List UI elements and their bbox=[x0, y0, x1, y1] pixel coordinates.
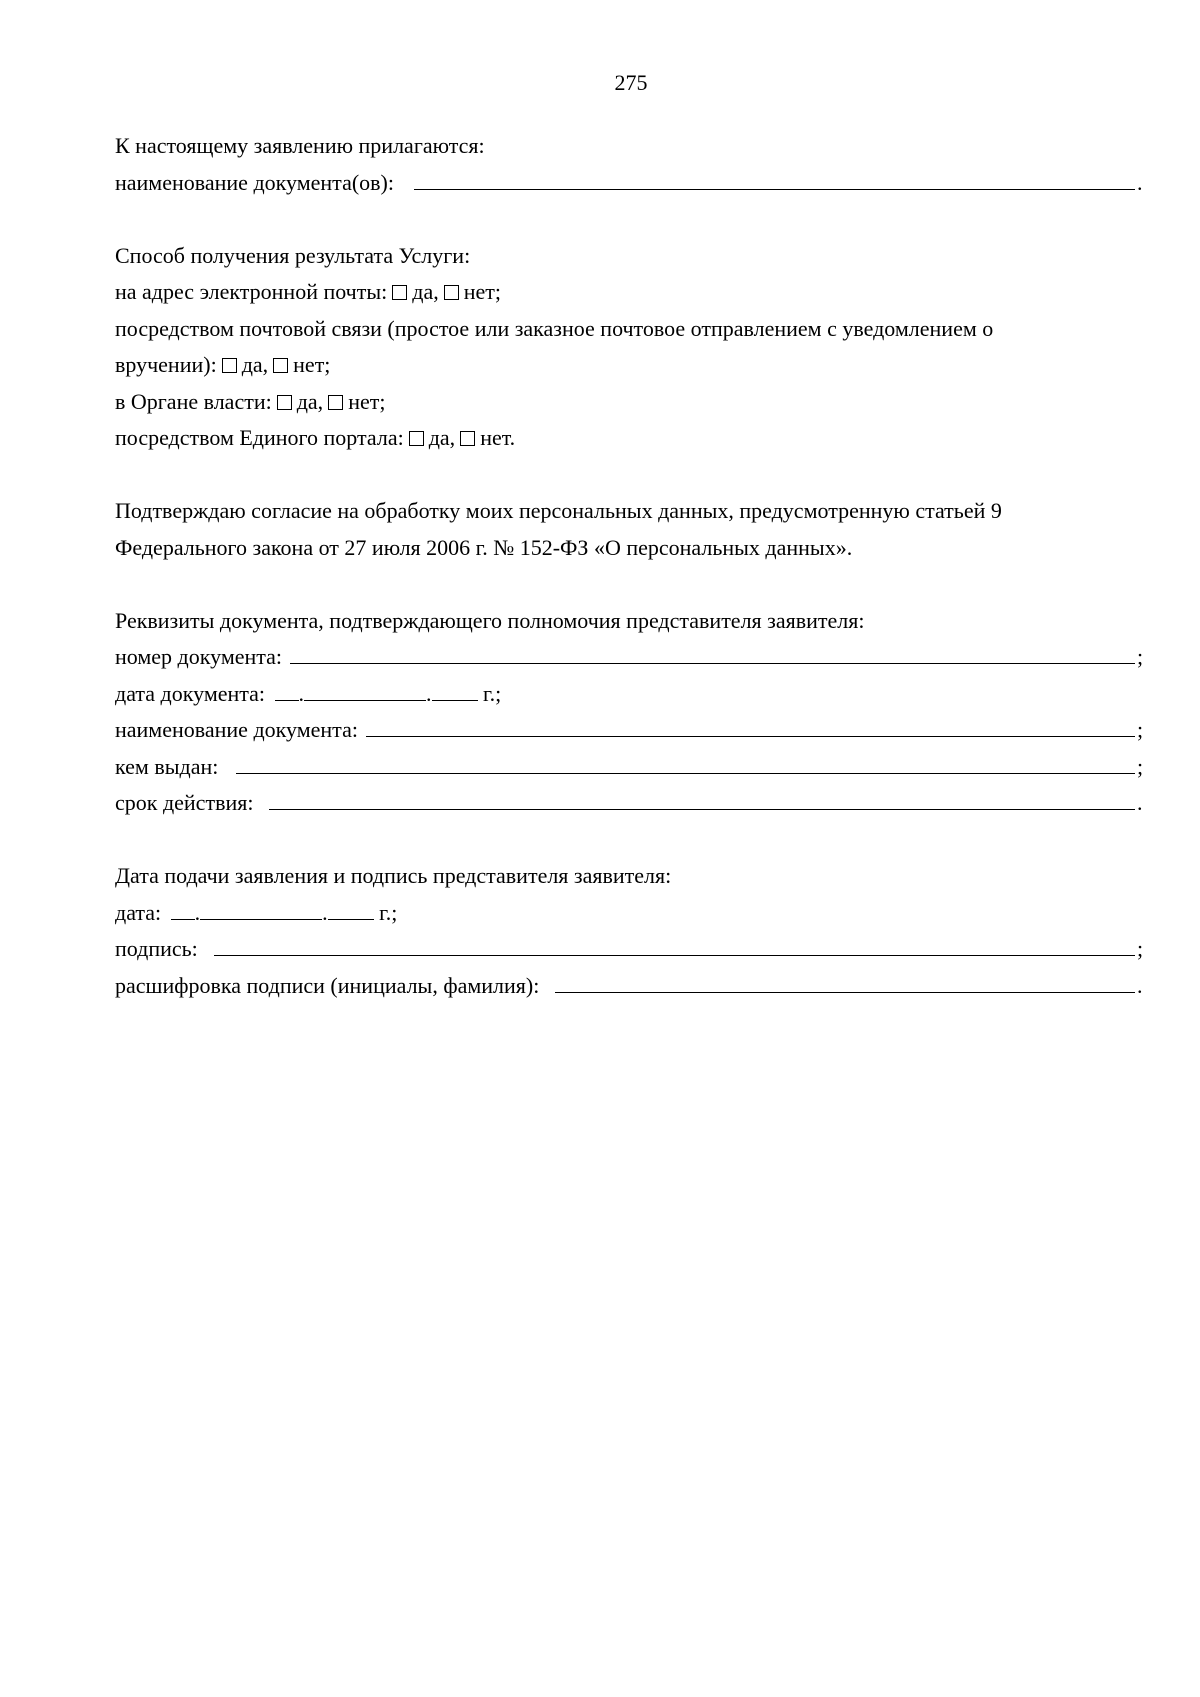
result-method-heading: Способ получения результата Услуги: bbox=[115, 242, 471, 268]
result-method-email-row bbox=[115, 274, 1145, 311]
signature-date-year-blank[interactable] bbox=[328, 895, 374, 920]
attachments-doc-names-row bbox=[115, 165, 1145, 202]
yes-label: да, bbox=[412, 279, 439, 304]
date-separator: . bbox=[322, 899, 328, 925]
doc-name-label: наименование документа: bbox=[115, 717, 358, 742]
no-label: нет; bbox=[463, 279, 501, 304]
result-method-post-row-line1: посредством почтовой связи (простое или заказное почтовое отправлением с уведомлением о bbox=[115, 315, 994, 341]
email-no-checkbox[interactable] bbox=[444, 285, 459, 300]
row-terminator: ; bbox=[1137, 644, 1144, 669]
email-yes-checkbox[interactable] bbox=[392, 285, 407, 300]
signature-heading: Дата подачи заявления и подпись представителя заявителя: bbox=[115, 863, 672, 888]
signature-blank[interactable] bbox=[214, 931, 1135, 956]
result-method-post-row-line2 bbox=[115, 347, 1145, 384]
consent-line-2: Федерального закона от 27 июля 2006 г. № 152-ФЗ «О персональных данных». bbox=[115, 534, 853, 560]
result-method-authority-row bbox=[115, 384, 1145, 421]
doc-validity-row bbox=[115, 785, 1145, 822]
date-separator: . bbox=[298, 680, 305, 706]
date-separator: . bbox=[426, 680, 432, 706]
row-terminator: . bbox=[1137, 972, 1143, 998]
signature-date-label: дата: bbox=[115, 899, 162, 925]
no-label: нет; bbox=[348, 388, 386, 414]
date-year-suffix: г.; bbox=[483, 680, 502, 706]
attachments-doc-names-blank[interactable] bbox=[414, 165, 1135, 190]
doc-issued-by-row bbox=[115, 749, 1145, 786]
signature-decoding-blank[interactable] bbox=[555, 968, 1135, 993]
doc-date-label: дата документа: bbox=[115, 680, 266, 706]
attachments-heading: К настоящему заявлению прилагаются: bbox=[115, 133, 485, 158]
signature-decoding-label: расшифровка подписи (инициалы, фамилия): bbox=[115, 972, 540, 998]
portal-no-checkbox[interactable] bbox=[460, 431, 475, 446]
doc-number-row bbox=[115, 639, 1145, 676]
authority-label: в Органе власти: bbox=[115, 388, 272, 414]
page-number: 275 bbox=[614, 70, 648, 95]
no-final-label: нет. bbox=[480, 425, 516, 450]
row-terminator: ; bbox=[1137, 936, 1144, 961]
doc-validity-blank[interactable] bbox=[269, 785, 1135, 810]
row-terminator: ; bbox=[1137, 717, 1144, 742]
doc-issued-by-blank[interactable] bbox=[236, 749, 1135, 774]
doc-name-row bbox=[115, 712, 1145, 749]
signature-date-row bbox=[115, 895, 1145, 932]
portal-label: посредством Единого портала: bbox=[115, 425, 404, 450]
post-no-checkbox[interactable] bbox=[273, 358, 288, 373]
doc-date-year-blank[interactable] bbox=[432, 676, 478, 701]
portal-yes-checkbox[interactable] bbox=[409, 431, 424, 446]
authority-yes-checkbox[interactable] bbox=[277, 395, 292, 410]
attachments-doc-names-label: наименование документа(ов): bbox=[115, 169, 394, 195]
doc-date-day-blank[interactable] bbox=[275, 676, 299, 701]
doc-number-blank[interactable] bbox=[290, 639, 1135, 664]
signature-label: подпись: bbox=[115, 936, 198, 961]
representative-doc-heading: Реквизиты документа, подтверждающего полномочия представителя заявителя: bbox=[115, 607, 865, 633]
yes-label: да, bbox=[428, 425, 456, 450]
post-yes-checkbox[interactable] bbox=[222, 358, 237, 373]
yes-label: да, bbox=[241, 352, 269, 377]
signature-date-month-blank[interactable] bbox=[200, 895, 322, 920]
email-label: на адрес электронной почты: bbox=[115, 279, 388, 304]
row-terminator: . bbox=[1137, 169, 1143, 195]
doc-name-blank[interactable] bbox=[366, 712, 1135, 737]
authority-no-checkbox[interactable] bbox=[328, 395, 343, 410]
result-method-portal-row bbox=[115, 420, 1145, 457]
consent-line-1: Подтверждаю согласие на обработку моих персональных данных, предусмотренную статьей 9 bbox=[115, 498, 1002, 523]
doc-validity-label: срок действия: bbox=[115, 790, 254, 815]
no-label: нет; bbox=[293, 352, 331, 377]
post-label: вручении): bbox=[115, 352, 217, 377]
row-terminator: . bbox=[1137, 790, 1143, 815]
doc-issued-by-label: кем выдан: bbox=[115, 753, 219, 779]
date-year-suffix: г.; bbox=[379, 899, 398, 925]
doc-date-row bbox=[115, 676, 1145, 713]
doc-date-month-blank[interactable] bbox=[304, 676, 426, 701]
yes-label: да, bbox=[296, 388, 324, 414]
row-terminator: ; bbox=[1137, 753, 1144, 779]
doc-number-label: номер документа: bbox=[115, 644, 283, 669]
signature-date-day-blank[interactable] bbox=[171, 895, 195, 920]
signature-decoding-row bbox=[115, 968, 1145, 1005]
date-separator: . bbox=[194, 899, 201, 925]
signature-row bbox=[115, 931, 1145, 968]
form-body bbox=[115, 128, 1145, 1004]
